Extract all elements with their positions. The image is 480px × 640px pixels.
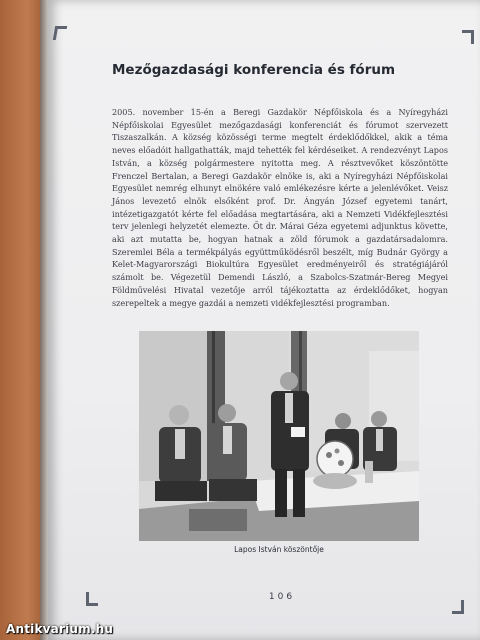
book-page [48, 0, 480, 640]
crop-mark-bottom-right-icon [452, 600, 464, 614]
photo-caption: Lapos István köszöntője [234, 545, 324, 554]
crop-mark-top-right-icon [462, 30, 474, 44]
crop-mark-bottom-left-icon [86, 592, 98, 606]
article-body: 2005. november 15-én a Beregi Gazdakör Népfőiskola és a Nyíregyházi Népfőiskolai Egyesület mezőgazdasági konferenciát és fórumot szervezett Tiszaszalkán. A község közösségi terme megtelt érdeklődőkkel, akik a téma neves előadóit hallgathatták, majd tehették fel kérdéseiket. A rendezvényt Lapos István, a község polgármestere nyitotta meg. A résztvevőket köszöntötte Frenczel Bertalan, a Beregi Gazdakör elnöke is, aki a Nyíregyházi Népfőiskolai Egyesület nemrég elhunyt elnökére való emlékezésre kérte a jelenlévőket. Veisz János levezető elnök elsőként prof. Dr. Ángyán József egyetemi tanárt, intézetigazgatót kérte fel előadása megtartására, aki a Nemzeti Vidékfejlesztési terv jelenlegi helyzetét elemezte. Őt dr. Márai Géza egyetemi adjunktus követte, aki azt mutatta be, hogyan hatnak a zöld fórumok a gazdatársadalomra. Szeremlei Béla a termékpályás együttműködésről beszélt, míg Budnár György a Kelet-Magyarországi Biokultúra Egyesület eredményeiről és stratégiájáról számolt be. Végezetül Demendi László, a Szabolcs-Szatmár-Bereg Megyei Földművelési Hivatal vezetője arról tájékoztatta az érdeklődőket, hogyan szerepeltek a megye gazdái a nemzeti vidékfejlesztési programban. [112, 107, 448, 308]
article-heading: Mezőgazdasági konferencia és fórum [112, 62, 396, 78]
crop-mark-top-left-icon [53, 26, 67, 40]
page-number: 106 [268, 592, 296, 602]
watermark-logo: Antikvarium.hu [6, 622, 114, 636]
event-photo [139, 331, 419, 541]
